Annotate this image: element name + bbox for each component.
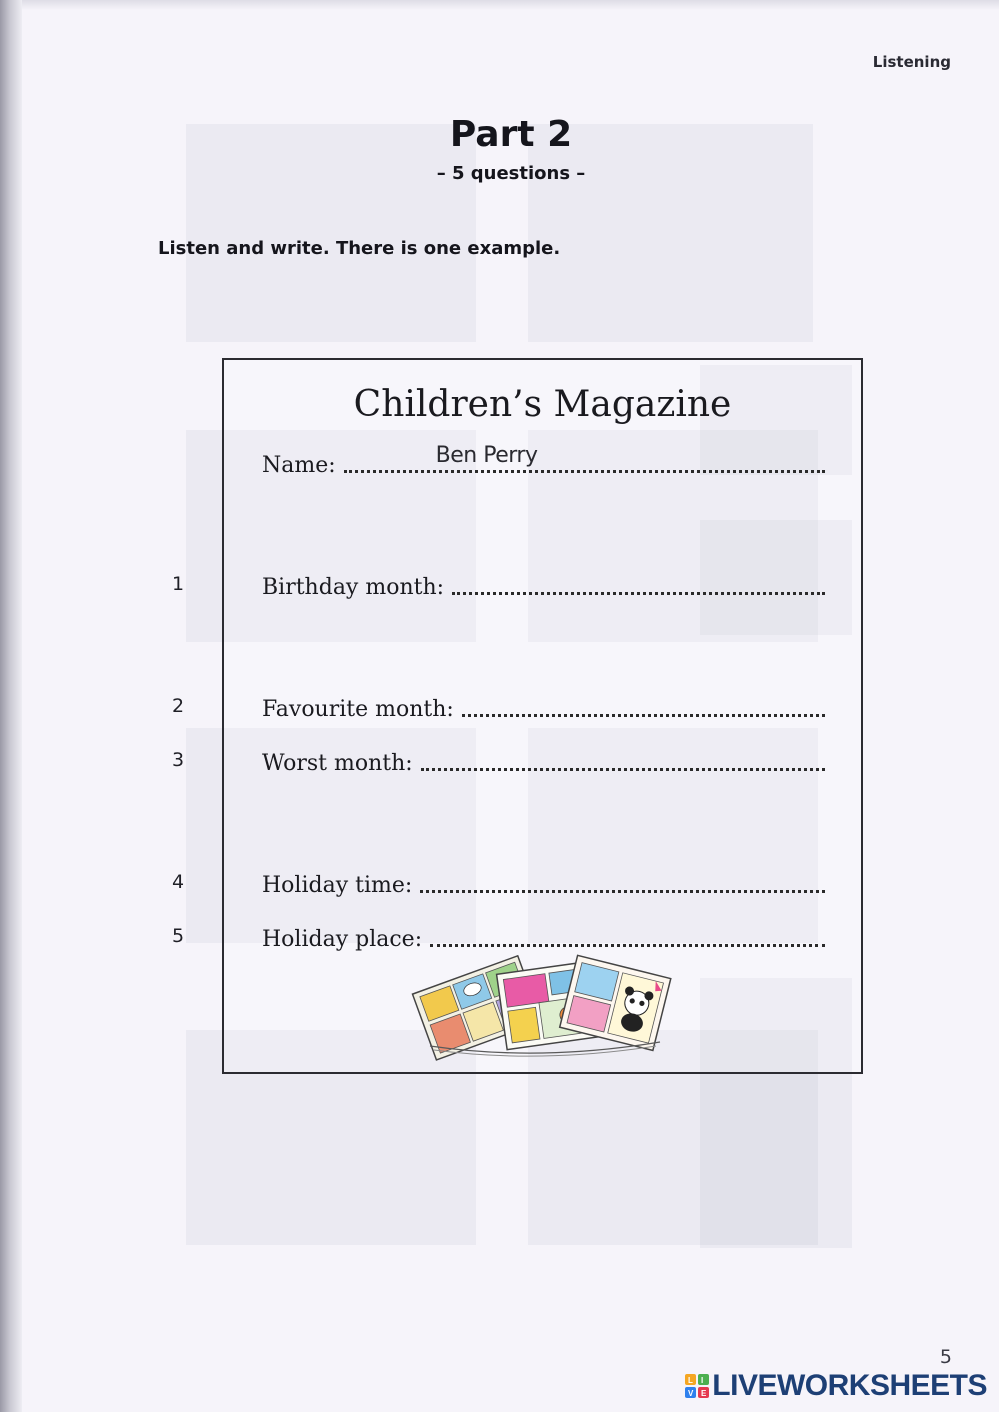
section-label: Listening — [872, 53, 951, 71]
field-label: Worst month: — [262, 751, 413, 776]
brand-text: LIVEWORKSHEETS — [712, 1369, 987, 1402]
field-label: Holiday place: — [262, 927, 423, 952]
page-top-shadow — [22, 0, 999, 10]
svg-text:V: V — [688, 1389, 694, 1398]
svg-text:I: I — [701, 1376, 704, 1385]
form-title: Children’s Magazine — [353, 384, 732, 425]
example-field-name — [262, 443, 825, 478]
question-number-2: 2 — [171, 695, 185, 717]
example-answer: Ben Perry — [435, 443, 538, 468]
answer-input-3[interactable] — [421, 746, 825, 771]
svg-text:E: E — [701, 1389, 707, 1398]
answer-input-4[interactable] — [420, 868, 825, 893]
book-spine-shadow — [0, 0, 22, 1412]
answer-input-1[interactable] — [452, 570, 825, 595]
field-label: Holiday time: — [262, 873, 413, 898]
magazines-illustration — [410, 950, 676, 1062]
question-number-3: 3 — [171, 749, 185, 771]
liveworksheets-logo-icon — [685, 1374, 709, 1398]
instruction-text: Listen and write. There is one example. — [158, 238, 561, 259]
field-label: Favourite month: — [262, 697, 454, 722]
example-answer-line — [344, 443, 825, 473]
answer-field-5[interactable] — [262, 922, 825, 952]
field-label: Birthday month: — [262, 575, 445, 600]
part-subtitle: – 5 questions – — [436, 163, 586, 184]
part-title: Part 2 — [449, 114, 573, 155]
answer-field-3[interactable] — [262, 746, 825, 776]
svg-text:L: L — [688, 1376, 694, 1385]
field-label: Name: — [262, 453, 336, 478]
answer-field-4[interactable] — [262, 868, 825, 898]
question-number-1: 1 — [171, 573, 185, 595]
answer-field-2[interactable] — [262, 692, 825, 722]
answer-input-5[interactable] — [430, 922, 825, 947]
page-number: 5 — [939, 1346, 952, 1368]
liveworksheets-brand[interactable] — [685, 1369, 987, 1403]
question-number-5: 5 — [171, 925, 185, 947]
answer-field-1[interactable] — [262, 570, 825, 600]
answer-input-2[interactable] — [462, 692, 825, 717]
question-number-4: 4 — [171, 871, 185, 893]
